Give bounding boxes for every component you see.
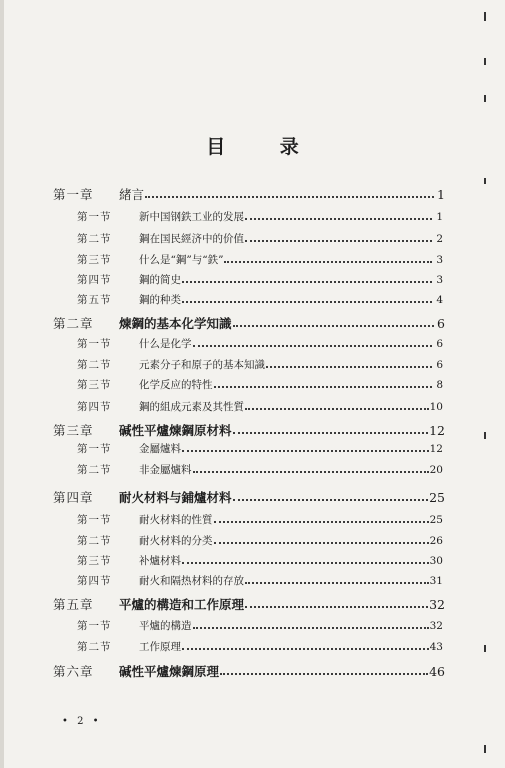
- toc-entry-number: 第二节: [77, 464, 112, 476]
- toc-section-entry: [77, 292, 443, 307]
- toc-dot-leader: [245, 217, 432, 220]
- toc-entry-number: 第五章: [53, 597, 94, 612]
- toc-entry-page: 26: [429, 535, 443, 547]
- toc-dot-leader: [193, 470, 429, 473]
- toc-entry-title: 耐火材料的分类: [139, 535, 213, 547]
- toc-section-entry: [77, 252, 443, 267]
- toc-entry-number: 第一节: [77, 620, 112, 632]
- toc-section-entry: [77, 512, 443, 527]
- toc-entry-title: 鋼的种类: [139, 294, 181, 306]
- toc-entry-number: 第二节: [77, 359, 112, 371]
- toc-dot-leader: [182, 561, 429, 564]
- toc-section-entry: [77, 441, 443, 456]
- toc-entry-number: 第一节: [77, 443, 112, 455]
- page-title: 目 录: [206, 136, 323, 158]
- toc-dot-leader: [193, 626, 429, 629]
- toc-entry-page: 3: [436, 274, 443, 286]
- toc-entry-number: 第二节: [77, 535, 112, 547]
- toc-entry-number: 第六章: [53, 664, 94, 679]
- toc-dot-leader: [182, 449, 429, 452]
- toc-entry-title: 工作原理: [139, 641, 181, 653]
- toc-entry-title: 补爐材料: [139, 555, 181, 567]
- toc-entry-title: 元素分子和原子的基本知識: [139, 359, 265, 371]
- toc-entry-number: 第一节: [77, 514, 112, 526]
- toc-section-entry: [77, 533, 443, 548]
- toc-section-entry: [77, 272, 443, 287]
- toc-entry-number: 第四节: [77, 401, 112, 413]
- toc-entry-page: 6: [436, 359, 443, 371]
- toc-section-entry: [77, 553, 443, 568]
- toc-entry-page: 25: [429, 514, 443, 526]
- toc-entry-number: 第一节: [77, 338, 112, 350]
- toc-dot-leader: [266, 365, 432, 368]
- toc-entry-page: 30: [429, 555, 443, 567]
- toc-entry-title: 碱性平爐煉鋼原理: [119, 664, 220, 679]
- toc-entry-page: 25: [429, 490, 445, 505]
- toc-entry-title: 耐火材料与鋪爐材料: [119, 490, 232, 505]
- page-binding-edge: [0, 0, 4, 768]
- toc-entry-page: 12: [429, 443, 443, 455]
- toc-dot-leader: [182, 280, 432, 283]
- scan-mark: [484, 95, 486, 102]
- toc-section-entry: [77, 573, 443, 588]
- toc-entry-page: 6: [436, 338, 443, 350]
- toc-dot-leader: [182, 647, 429, 650]
- toc-chapter-entry: [53, 662, 445, 680]
- toc-entry-title: 碱性平爐煉鋼原材料: [119, 423, 232, 438]
- toc-entry-page: 6: [437, 316, 445, 331]
- toc-dot-leader: [214, 385, 433, 388]
- toc-entry-title: 煉鋼的基本化学知識: [119, 316, 232, 331]
- scan-mark: [484, 745, 486, 753]
- toc-section-entry: [77, 336, 443, 351]
- scan-mark: [484, 178, 486, 184]
- toc-entry-title: 鋼的組成元素及其性質: [139, 401, 244, 413]
- toc-entry-number: 第五节: [77, 294, 112, 306]
- toc-entry-title: 鋼的简史: [139, 274, 181, 286]
- toc-chapter-entry: [53, 421, 445, 439]
- toc-entry-number: 第四章: [53, 490, 94, 505]
- toc-entry-number: 第一章: [53, 187, 94, 202]
- toc-entry-number: 第三节: [77, 379, 112, 391]
- toc-entry-page: 32: [429, 620, 443, 632]
- toc-entry-number: 第一节: [77, 211, 112, 223]
- toc-entry-page: 8: [436, 379, 443, 391]
- toc-section-entry: [77, 209, 443, 224]
- toc-chapter-entry: [53, 185, 445, 203]
- toc-entry-number: 第三节: [77, 555, 112, 567]
- toc-dot-leader: [233, 431, 429, 434]
- toc-entry-number: 第二节: [77, 233, 112, 245]
- toc-section-entry: [77, 639, 443, 654]
- toc-entry-page: 20: [429, 464, 443, 476]
- toc-entry-title: 新中国钢鉄工业的发展: [139, 211, 244, 223]
- toc-entry-number: 第二章: [53, 316, 94, 331]
- toc-entry-page: 10: [429, 401, 443, 413]
- toc-entry-page: 31: [429, 575, 443, 587]
- toc-entry-page: 32: [429, 597, 445, 612]
- toc-entry-title: 非金屬爐料: [139, 464, 192, 476]
- toc-entry-page: 1: [437, 187, 445, 202]
- toc-dot-leader: [245, 239, 432, 242]
- toc-chapter-entry: [53, 595, 445, 613]
- toc-dot-leader: [245, 407, 429, 410]
- toc-dot-leader: [214, 520, 429, 523]
- toc-section-entry: [77, 462, 443, 477]
- toc-entry-page: 2: [436, 233, 443, 245]
- toc-entry-number: 第四节: [77, 274, 112, 286]
- toc-dot-leader: [193, 344, 433, 347]
- toc-dot-leader: [233, 498, 429, 501]
- scan-mark: [484, 12, 486, 21]
- toc-section-entry: [77, 618, 443, 633]
- toc-entry-title: 緒言: [119, 187, 145, 202]
- scan-mark: [484, 645, 486, 652]
- toc-entry-page: 3: [436, 254, 443, 266]
- toc-entry-page: 12: [429, 423, 445, 438]
- toc-dot-leader: [145, 195, 434, 198]
- toc-entry-page: 1: [436, 211, 443, 223]
- toc-dot-leader: [182, 300, 432, 303]
- toc-dot-leader: [220, 672, 428, 675]
- toc-dot-leader: [245, 605, 428, 608]
- scan-mark: [484, 58, 486, 65]
- scan-mark: [484, 432, 486, 439]
- toc-entry-page: 46: [429, 664, 445, 679]
- toc-dot-leader: [214, 541, 429, 544]
- toc-entry-title: 耐火和隔热材料的存放: [139, 575, 244, 587]
- toc-section-entry: [77, 377, 443, 392]
- toc-entry-title: 平爐的構造: [139, 620, 192, 632]
- toc-entry-title: 平爐的構造和工作原理: [119, 597, 245, 612]
- toc-chapter-entry: [53, 314, 445, 332]
- toc-entry-page: 4: [436, 294, 443, 306]
- toc-section-entry: [77, 231, 443, 246]
- toc-entry-page: 43: [429, 641, 443, 653]
- toc-entry-number: 第二节: [77, 641, 112, 653]
- toc-entry-number: 第四节: [77, 575, 112, 587]
- toc-entry-title: 化学反应的特性: [139, 379, 213, 391]
- toc-dot-leader: [233, 324, 434, 327]
- toc-entry-title: 什么是化学: [139, 338, 192, 350]
- toc-section-entry: [77, 399, 443, 414]
- page-number: • 2 •: [62, 716, 102, 727]
- toc-entry-number: 第三章: [53, 423, 94, 438]
- toc-entry-title: 鋼在国民經济中的价值: [139, 233, 244, 245]
- toc-entry-title: 什么是“鋼”与“鉄”: [139, 254, 224, 266]
- toc-dot-leader: [224, 260, 432, 263]
- toc-entry-title: 耐火材料的性質: [139, 514, 213, 526]
- toc-chapter-entry: [53, 488, 445, 506]
- toc-entry-title: 金屬爐料: [139, 443, 181, 455]
- toc-entry-number: 第三节: [77, 254, 112, 266]
- toc-section-entry: [77, 357, 443, 372]
- toc-dot-leader: [245, 581, 429, 584]
